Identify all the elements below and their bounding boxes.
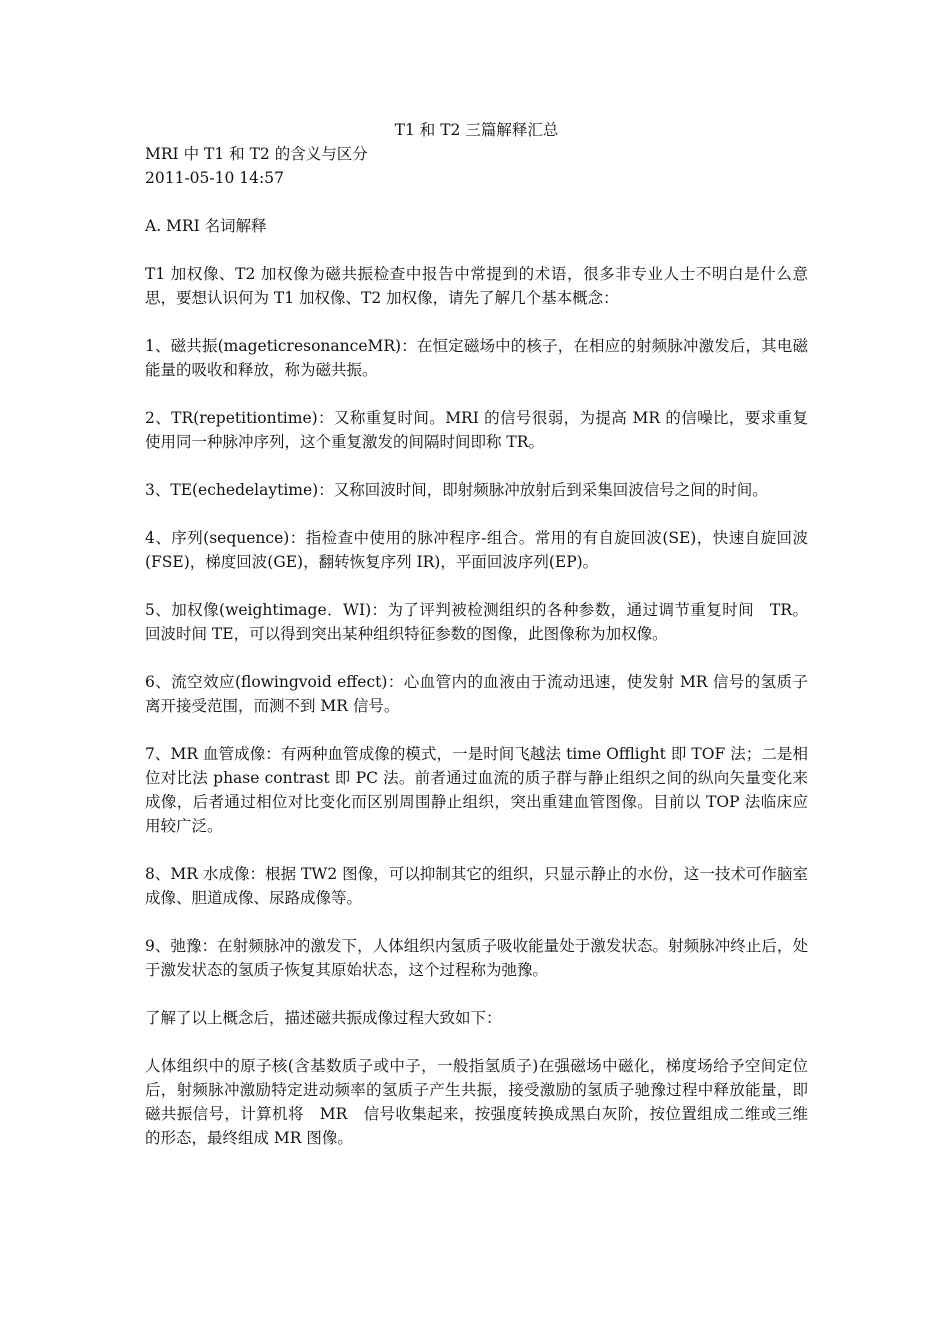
paragraph-intro: T1 加权像、T2 加权像为磁共振检查中报告中常提到的术语，很多非专业人士不明白是什么意思，要想认识何为 T1 加权像、T2 加权像，请先了解几个基本概念： <box>145 265 808 307</box>
spacer <box>145 910 808 934</box>
paragraph-mr-angiography: 7、MR 血管成像：有两种血管成像的模式，一是时间飞越法 time Offlight 即 TOF 法；二是相位对比法 phase contrast 即 PC 法。前者通过血流的质子群与静止组织之间的纵向矢量变化来成像，后者通过相位对比变化而区别周围静止组织，突出重建血管图像。目前以 TOP 法临床应用较广泛。 <box>145 745 808 835</box>
paragraph-tr: 2、TR(repetitiontime)：又称重复时间。MRI 的信号很弱，为提高 MR 的信噪比，要求重复使用同一种脉冲序列，这个重复激发的间隔时间即称 TR。 <box>145 409 808 451</box>
document-page <box>145 118 808 1150</box>
spacer <box>145 982 808 1006</box>
document-title: T1 和 T2 三篇解释汇总 <box>394 121 559 139</box>
spacer <box>145 502 808 526</box>
paragraph-te: 3、TE(echedelaytime)：又称回波时间，即射频脉冲放射后到采集回波信号之间的时间。 <box>145 481 768 499</box>
paragraph-mr-hydrography: 8、MR 水成像：根据 TW2 图像，可以抑制其它的组织，只显示静止的水份，这一技术可作脑室成像、胆道成像、尿路成像等。 <box>145 865 808 907</box>
spacer <box>145 454 808 478</box>
paragraph-relaxation: 9、弛豫：在射频脉冲的激发下，人体组织内氢质子吸收能量处于激发状态。射频脉冲终止后，处于激发状态的氢质子恢复其原始状态，这个过程称为弛豫。 <box>145 937 808 979</box>
spacer <box>145 190 808 214</box>
paragraph-weighted-image: 5、加权像(weightimage．WI)：为了评判被检测组织的各种参数，通过调节重复时间 TR。回波时间 TE，可以得到突出某种组织特征参数的图像，此图像称为加权像。 <box>145 601 808 643</box>
spacer <box>145 382 808 406</box>
section-heading: A. MRI 名词解释 <box>145 217 267 235</box>
spacer <box>145 574 808 598</box>
paragraph-imaging-process: 人体组织中的原子核(含基数质子或中子，一般指氢质子)在强磁场中磁化，梯度场给予空间定位后，射频脉冲激励特定进动频率的氢质子产生共振，接受激励的氢质子驰豫过程中释放能量，即磁共振信号，计算机将 MR 信号收集起来，按强度转换成黑白灰阶，按位置组成二维或三维的形态，最终组成 MR 图像。 <box>145 1057 808 1147</box>
paragraph-flow-void: 6、流空效应(flowingvoid effect)：心血管内的血液由于流动迅速，使发射 MR 信号的氢质子离开接受范围，而测不到 MR 信号。 <box>145 673 808 715</box>
spacer <box>145 646 808 670</box>
spacer <box>145 238 808 262</box>
paragraph-magnetic-resonance: 1、磁共振(mageticresonanceMR)：在恒定磁场中的核子，在相应的射频脉冲激发后，其电磁能量的吸收和释放，称为磁共振。 <box>145 337 808 379</box>
paragraph-sequence: 4、序列(sequence)：指检查中使用的脉冲程序-组合。常用的有自旋回波(SE)，快速自旋回波(FSE)，梯度回波(GE)，翻转恢复序列 IR)，平面回波序列(EP)。 <box>145 529 808 571</box>
document-subtitle: MRI 中 T1 和 T2 的含义与区分 <box>145 145 368 163</box>
spacer <box>145 310 808 334</box>
spacer <box>145 1030 808 1054</box>
spacer <box>145 838 808 862</box>
document-date: 2011-05-10 14:57 <box>145 169 284 187</box>
spacer <box>145 718 808 742</box>
paragraph-summary-lead: 了解了以上概念后，描述磁共振成像过程大致如下： <box>145 1009 502 1027</box>
